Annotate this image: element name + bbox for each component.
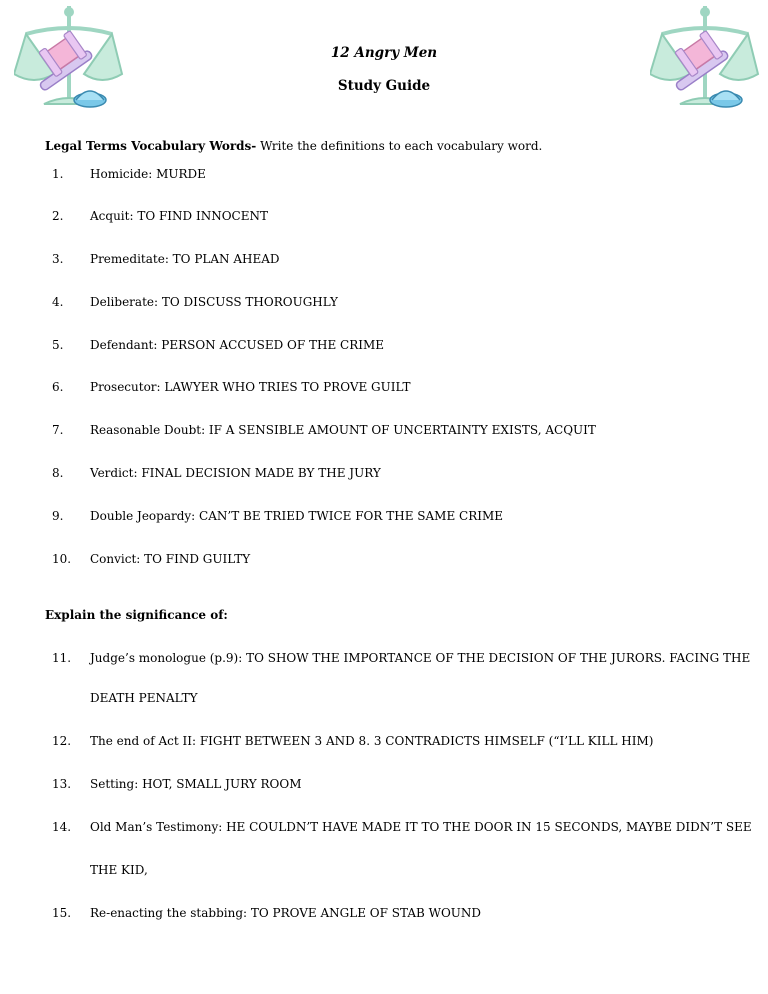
document-title: 12 Angry Men (330, 45, 438, 61)
list-item-continuation: DEATH PENALTY (90, 691, 198, 705)
vocab-heading-instructions: Write the definitions to each vocabulary word. (256, 139, 543, 153)
list-item: 15. Re-enacting the stabbing: TO PROVE ANGLE OF STAB WOUND (52, 906, 482, 920)
list-item: 2. Acquit: TO FIND INNOCENT (52, 209, 268, 223)
list-item: 12. The end of Act II: FIGHT BETWEEN 3 AND 8. 3 CONTRADICTS HIMSELF (“I’LL KILL HIM) (52, 734, 654, 748)
list-item: 8. Verdict: FINAL DECISION MADE BY THE JURY (52, 466, 381, 480)
list-item: 11. Judge’s monologue (p.9): TO SHOW THE IMPORTANCE OF THE DECISION OF THE JURORS. FACING THE (52, 651, 751, 665)
list-item: 13. Setting: HOT, SMALL JURY ROOM (52, 777, 302, 791)
significance-heading: Explain the significance of: (45, 608, 228, 622)
list-item: 6. Prosecutor: LAWYER WHO TRIES TO PROVE GUILT (52, 380, 411, 394)
document-subtitle: Study Guide (337, 78, 431, 94)
list-item: 7. Reasonable Doubt: IF A SENSIBLE AMOUNT OF UNCERTAINTY EXISTS, ACQUIT (52, 423, 596, 437)
list-item: 14. Old Man’s Testimony: HE COULDN’T HAVE MADE IT TO THE DOOR IN 15 SECONDS, MAYBE DIDN’T SEE (52, 820, 752, 834)
list-item: 5. Defendant: PERSON ACCUSED OF THE CRIME (52, 338, 385, 352)
list-item: 10. Convict: TO FIND GUILTY (52, 552, 251, 566)
list-item-continuation: THE KID, (90, 863, 148, 877)
list-item: 3. Premeditate: TO PLAN AHEAD (52, 252, 280, 266)
vocab-heading (45, 139, 542, 153)
vocab-heading-bold: Legal Terms Vocabulary Words- (45, 139, 257, 153)
list-item: 1. Homicide: MURDE (52, 167, 206, 181)
list-item: 9. Double Jeopardy: CAN’T BE TRIED TWICE FOR THE SAME CRIME (52, 509, 504, 523)
list-item: 4. Deliberate: TO DISCUSS THOROUGHLY (52, 295, 338, 309)
